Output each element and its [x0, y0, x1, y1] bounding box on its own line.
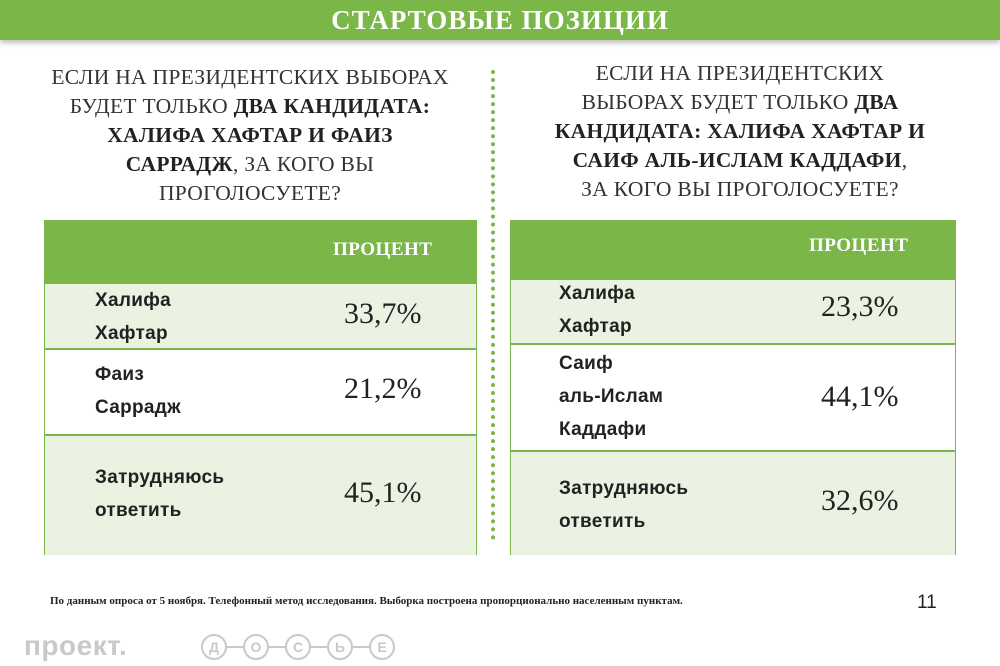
percent-value: 45,1% [344, 476, 422, 509]
question-text: БУДЕТ ТОЛЬКО [69, 94, 234, 118]
candidate-name-line: Фаиз [95, 364, 145, 385]
right-results-table [510, 220, 956, 555]
candidate-name-line: аль-Ислам [559, 386, 664, 407]
title-banner [0, 0, 1000, 40]
dossier-logo [198, 632, 413, 662]
candidate-name-line: Саррадж [95, 397, 181, 418]
question-line [500, 117, 980, 146]
dotted-divider [491, 70, 495, 540]
candidate-name-line: Халифа [95, 290, 171, 311]
question-line [500, 175, 980, 204]
question-text: ЕСЛИ НА ПРЕЗИДЕНТСКИХ ВЫБОРАХ [51, 65, 449, 89]
candidate-name-line: Хафтар [559, 316, 632, 337]
table-row [511, 278, 955, 343]
candidate-name-line: Затрудняюсь [559, 478, 689, 499]
question-line [20, 150, 480, 179]
page-number: 11 [917, 592, 937, 613]
question-text: , ЗА КОГО ВЫ [232, 152, 375, 176]
question-text: ЕСЛИ НА ПРЕЗИДЕНТСКИХ [595, 61, 885, 85]
question-bold-text: ДВА КАНДИДАТА: [233, 94, 431, 118]
question-bold-text: КАНДИДАТА: ХАЛИФА ХАФТАР И [554, 119, 926, 143]
candidate-name [95, 284, 171, 350]
question-bold-text: ХАЛИФА ХАФТАР И ФАИЗ [107, 123, 393, 147]
question-text: , [901, 148, 908, 172]
candidate-name [95, 461, 224, 527]
candidate-name [559, 277, 635, 343]
candidate-name-line: Хафтар [95, 323, 168, 344]
question-text: ЗА КОГО ВЫ ПРОГОЛОСУЕТЕ? [581, 177, 899, 201]
dossier-letter: Ь [334, 639, 346, 655]
percent-value: 33,7% [344, 297, 422, 330]
question-text: ПРОГОЛОСУЕТЕ? [158, 181, 342, 205]
table-header [511, 221, 955, 278]
question-bold-text: САРРАДЖ [125, 152, 233, 176]
source-footnote: По данным опроса от 5 ноября. Телефонный метод исследования. Выборка построена пропорционально населенным пунктам. [50, 595, 683, 607]
question-bold-text: ДВА [854, 90, 899, 114]
candidate-name-line: Затрудняюсь [95, 467, 225, 488]
percent-value: 23,3% [821, 290, 899, 323]
table-row [45, 348, 476, 434]
table-row [511, 343, 955, 450]
candidate-name-line: Саиф [559, 353, 614, 374]
candidate-name [559, 472, 688, 538]
table-row [45, 282, 476, 348]
left-question [20, 63, 480, 208]
candidate-name-line: Халифа [559, 283, 635, 304]
column-header-percent: ПРОЦЕНТ [333, 239, 433, 260]
dossier-letter: О [250, 639, 262, 655]
question-line [20, 92, 480, 121]
question-line [500, 146, 980, 175]
percent-value: 44,1% [821, 380, 899, 413]
candidate-name-line: ответить [559, 511, 646, 532]
dossier-letter: Д [209, 639, 219, 655]
table-header [45, 221, 476, 282]
question-text: ВЫБОРАХ БУДЕТ ТОЛЬКО [581, 90, 855, 114]
question-bold-text: САИФ АЛЬ-ИСЛАМ КАДДАФИ [572, 148, 902, 172]
question-line [20, 63, 480, 92]
candidate-name [559, 347, 663, 446]
proekt-logo: проект. [24, 630, 128, 661]
left-results-table [44, 220, 477, 555]
question-line [20, 179, 480, 208]
table-row [511, 450, 955, 555]
dossier-letter: Е [377, 639, 387, 655]
percent-value: 32,6% [821, 484, 899, 517]
page-title: СТАРТОВЫЕ ПОЗИЦИИ [331, 4, 669, 35]
candidate-name [95, 358, 181, 424]
right-question [500, 59, 980, 204]
candidate-name-line: Каддафи [559, 419, 647, 440]
percent-value: 21,2% [344, 372, 422, 405]
column-header-percent: ПРОЦЕНТ [809, 235, 909, 256]
candidate-name-line: ответить [95, 500, 182, 521]
question-line [500, 88, 980, 117]
question-line [20, 121, 480, 150]
table-row [45, 434, 476, 555]
dossier-letter: С [292, 639, 304, 655]
question-line [500, 59, 980, 88]
